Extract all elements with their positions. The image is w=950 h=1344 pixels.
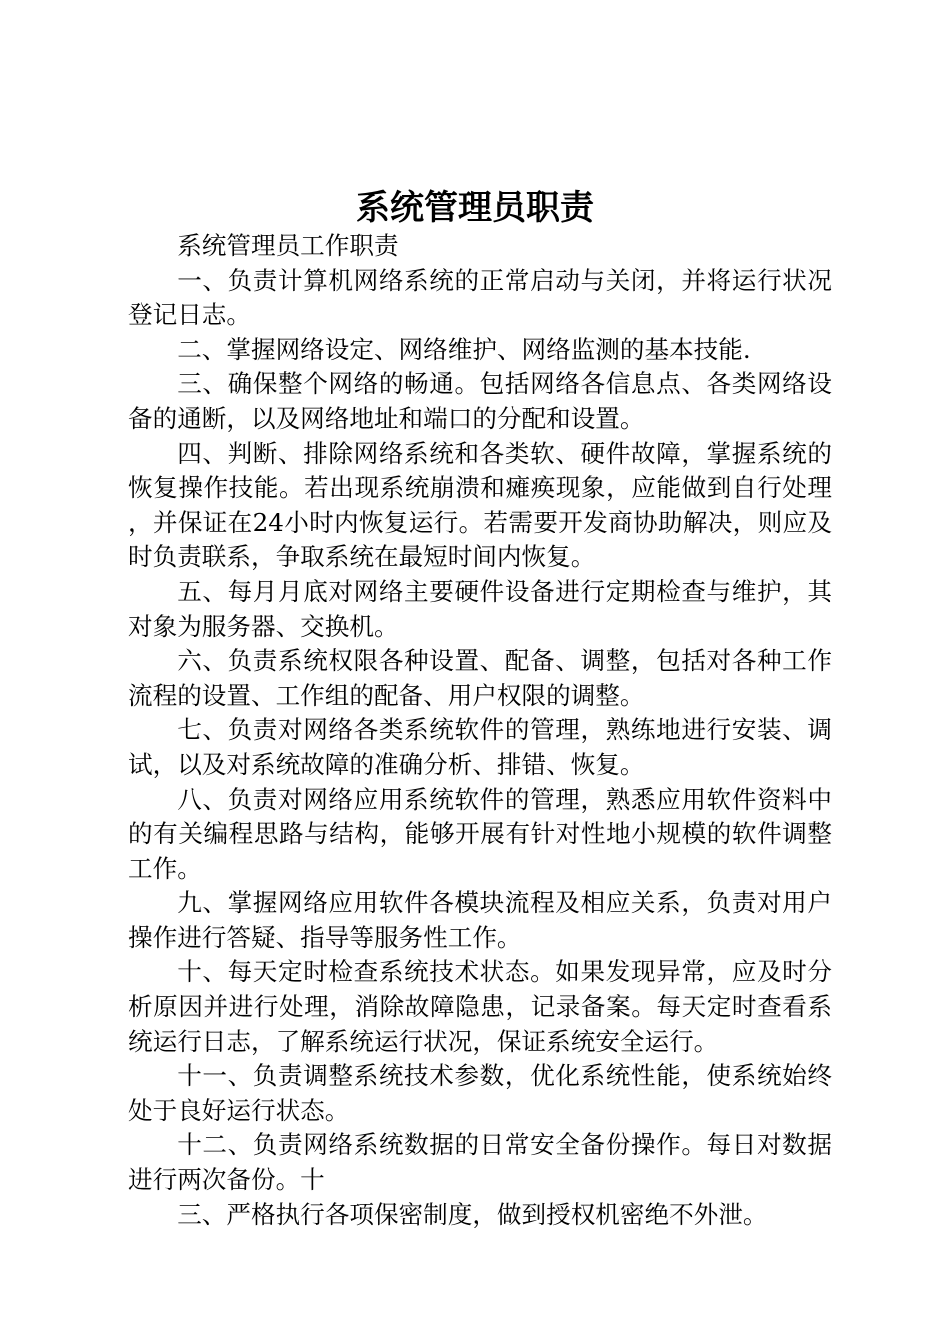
document-title: 系统管理员职责 [356,188,594,228]
paragraph-10: 十、每天定时检查系统技术状态。如果发现异常，应及时分析原因并进行处理，消除故障隐患，记录备案。每天定时查看系统运行日志，了解系统运行状况，保证系统安全运行。 [128,957,832,1056]
paragraph-5: 五、每月月底对网络主要硬件设备进行定期检查与维护，其对象为服务器、交换机。 [128,576,832,641]
paragraph-1: 一、负责计算机网络系统的正常启动与关闭，并将运行状况登记日志。 [128,265,832,330]
paragraph-12: 十二、负责网络系统数据的日常安全备份操作。每日对数据进行两次备份。十 [128,1130,832,1195]
paragraph-6: 六、负责系统权限各种设置、配备、调整，包括对各种工作流程的设置、工作组的配备、用户权限的调整。 [128,646,832,710]
paragraph-9: 九、掌握网络应用软件各模块流程及相应关系，负责对用户操作进行答疑、指导等服务性工作。 [128,888,832,952]
paragraph-7: 七、负责对网络各类系统软件的管理，熟练地进行安装、调试，以及对系统故障的准确分析、排错、恢复。 [128,715,832,779]
paragraph-2: 二、掌握网络设定、网络维护、网络监测的基本技能. [177,334,751,364]
paragraph-3: 三、确保整个网络的畅通。包括网络各信息点、各类网络设备的通断，以及网络地址和端口的分配和设置。 [128,369,832,433]
document-body [128,229,832,1232]
paragraph-8: 八、负责对网络应用系统软件的管理，熟悉应用软件资料中的有关编程思路与结构，能够开展有针对性地小规模的软件调整工作。 [128,784,832,883]
paragraph-11: 十一、负责调整系统技术参数，优化系统性能，使系统始终处于良好运行状态。 [128,1061,832,1125]
paragraph-4: 四、判断、排除网络系统和各类软、硬件故障，掌握系统的恢复操作技能。若出现系统崩溃和瘫痪现象，应能做到自行处理，并保证在24小时内恢复运行。若需要开发商协助解决，则应及时负责联系，争取系统在最短时间内恢复。 [128,438,832,572]
paragraph-13: 三、严格执行各项保密制度，做到授权机密绝不外泄。 [177,1199,768,1229]
paragraph-intro: 系统管理员工作职责 [177,231,399,260]
